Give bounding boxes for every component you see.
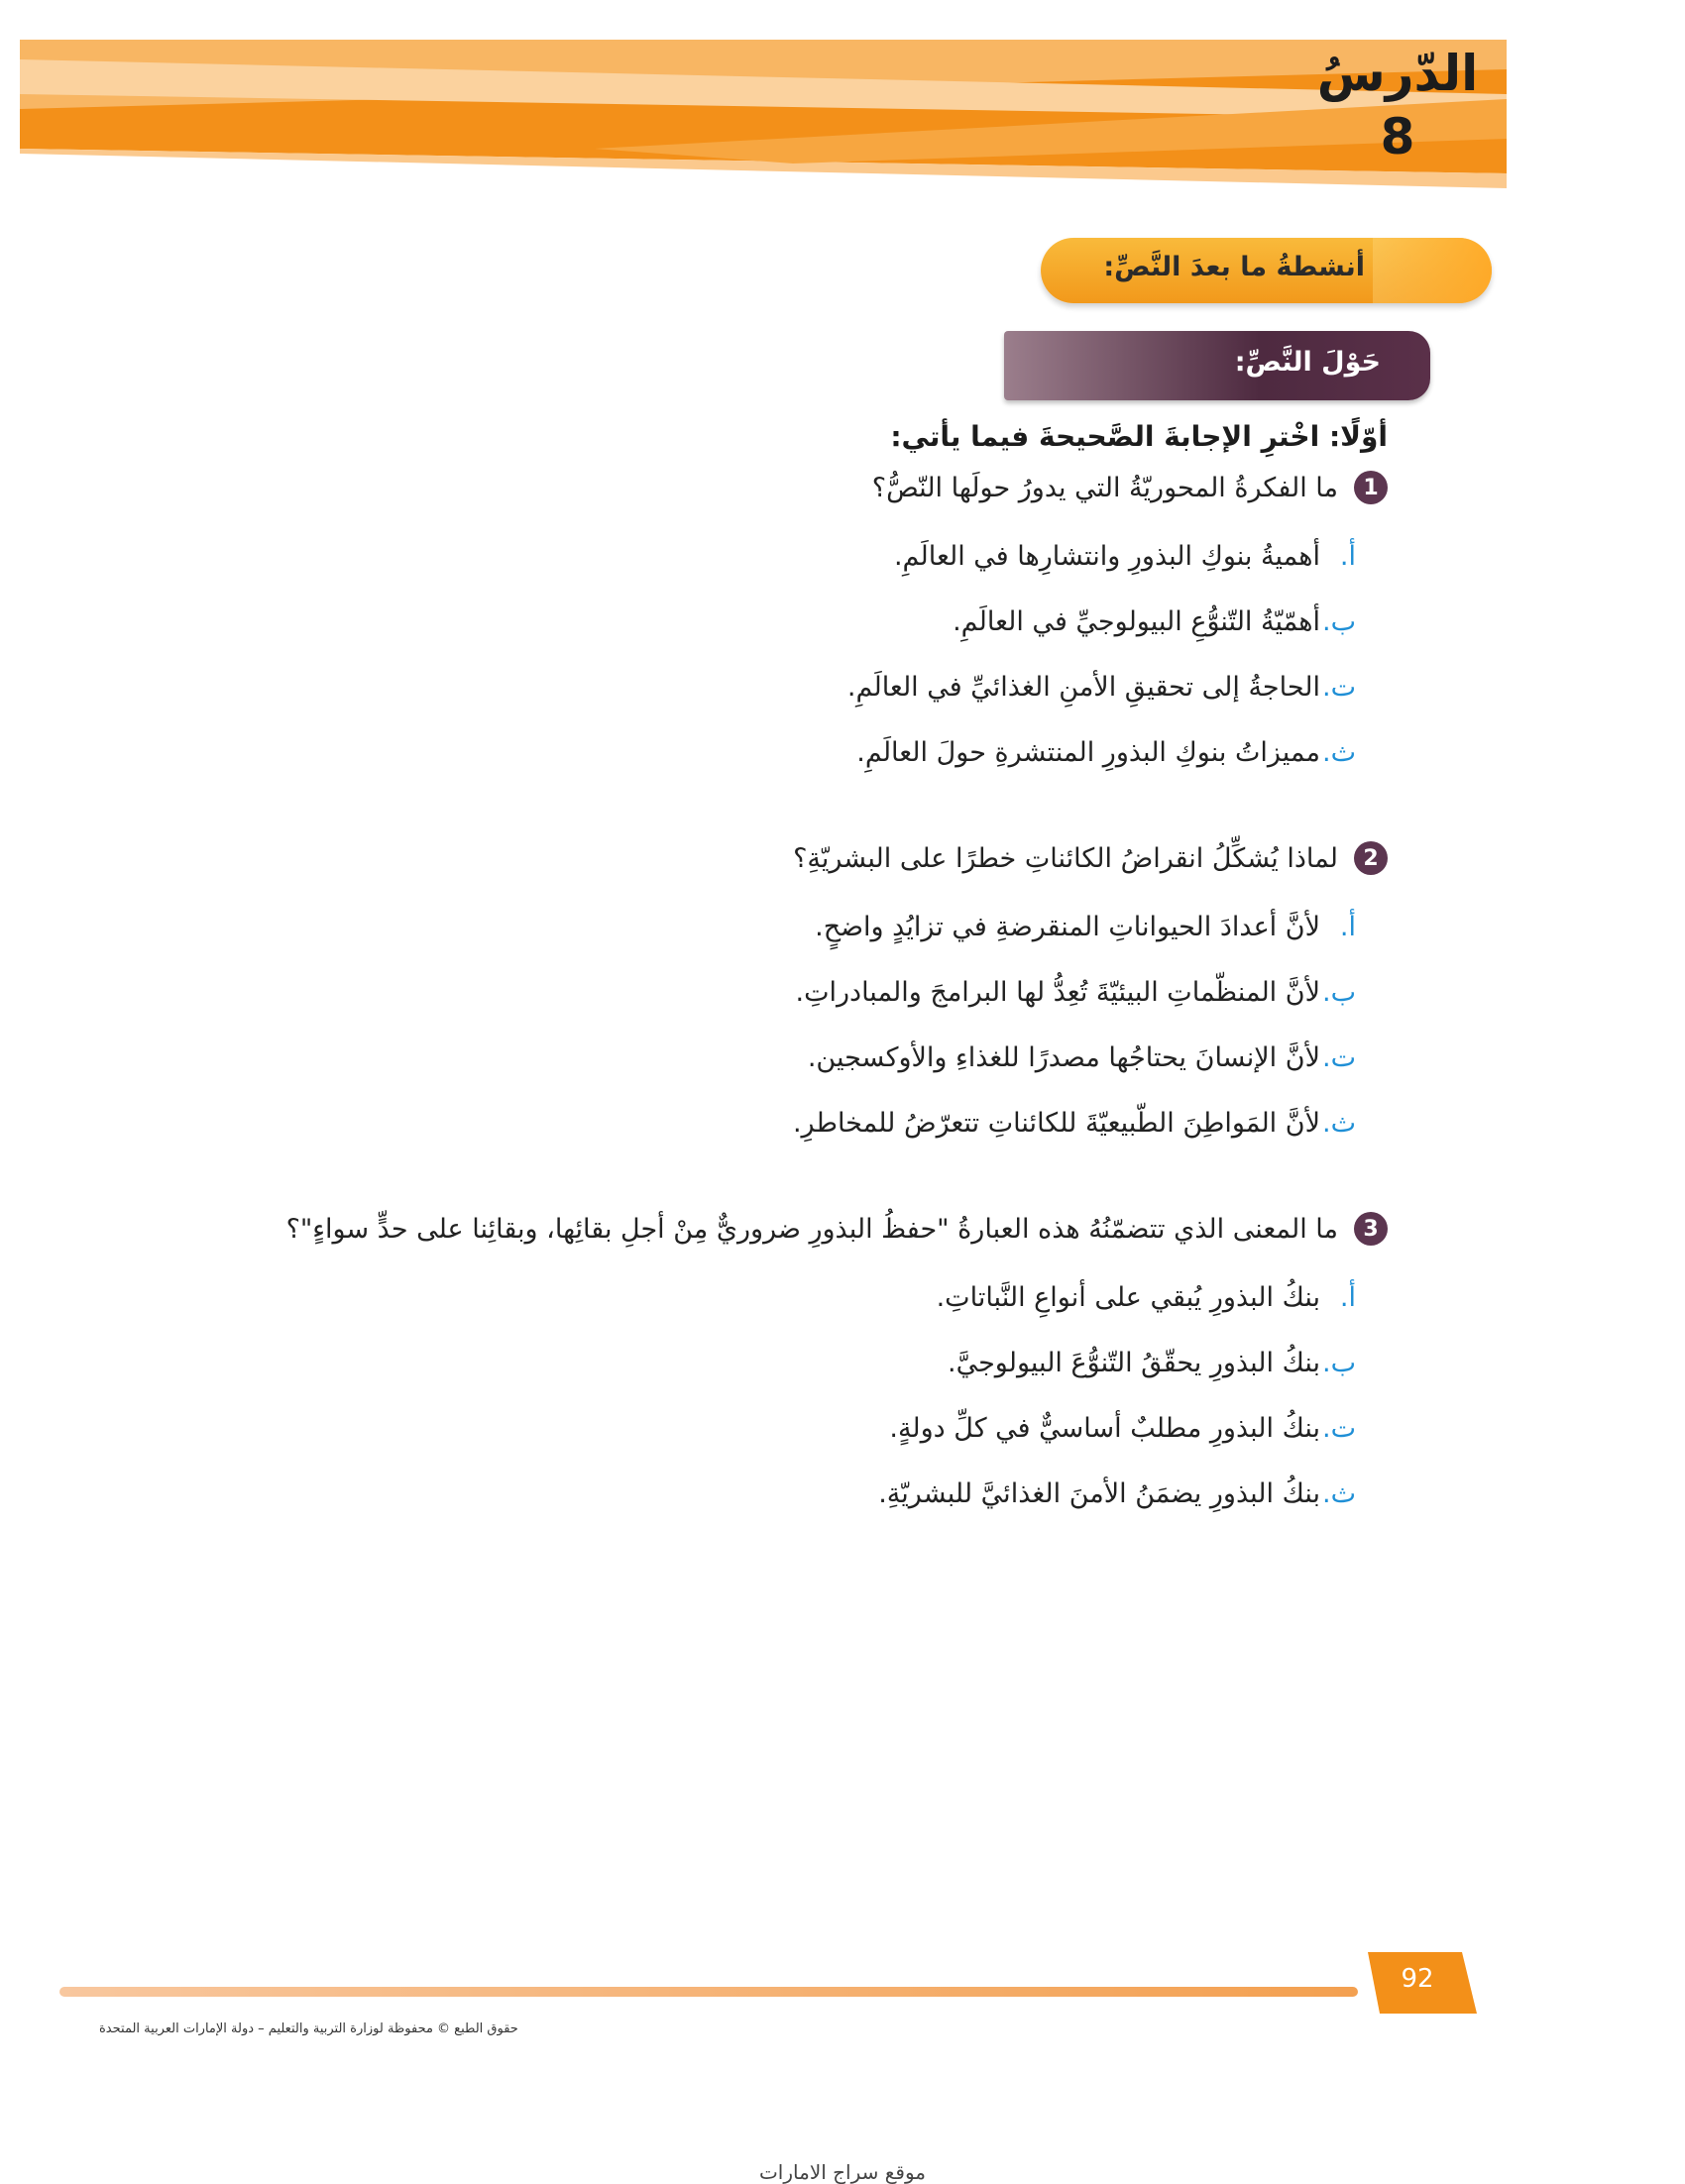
option-letter: أ. xyxy=(1339,541,1356,572)
option-text: مميزاتُ بنوكِ البذورِ المنتشرةِ حولَ العالَمِ. xyxy=(856,737,1320,768)
option-text: لأنَّ الإنسانَ يحتاجُها مصدرًا للغذاءِ والأوكسجين. xyxy=(807,1042,1320,1073)
instruction-text: أوّلًا: اخْترِ الإجابةَ الصَّحيحةَ فيما يأتي: xyxy=(890,420,1388,453)
page-number: 92 xyxy=(1401,1964,1434,1994)
copyright-notice: حقوق الطبع © محفوظة لوزارة التربية والتعليم – دولة الإمارات العربية المتحدة xyxy=(99,2021,518,2036)
option-letter: أ. xyxy=(1339,1282,1356,1313)
option-letter: ت. xyxy=(1321,1413,1356,1444)
question-number-badge: 3 xyxy=(1354,1212,1388,1246)
option-letter: ب. xyxy=(1321,606,1356,637)
options-list xyxy=(278,524,1388,786)
option-text: بنكُ البذورِ مطلبٌ أساسيٌّ في كلِّ دولةٍ. xyxy=(889,1413,1320,1444)
question-text: لماذا يُشكِّلُ انقراضُ الكائناتِ خطرًا على البشريّةِ؟ xyxy=(793,842,1338,874)
option-item[interactable] xyxy=(278,1091,1356,1156)
option-text: بنكُ البذورِ يُبقي على أنواعِ النَّباتاتِ. xyxy=(936,1282,1320,1313)
option-letter: ب. xyxy=(1321,977,1356,1008)
about-text-tab xyxy=(1004,331,1430,400)
option-letter: ث. xyxy=(1321,1478,1356,1509)
option-item[interactable] xyxy=(278,895,1356,960)
option-letter: ت. xyxy=(1321,672,1356,703)
option-item[interactable] xyxy=(278,590,1356,655)
question-block-3 xyxy=(278,1212,1388,1527)
question-block-2 xyxy=(278,841,1388,1156)
question-text: ما الفكرةُ المحوريّةُ التي يدورُ حولَها النّصُّ؟ xyxy=(871,472,1338,503)
subsection-label: حَوْلَ النَّصِّ: xyxy=(1234,347,1381,378)
option-item[interactable] xyxy=(278,960,1356,1026)
footer-bar xyxy=(59,1987,1358,1997)
option-item[interactable] xyxy=(278,1396,1356,1462)
question-number-badge: 2 xyxy=(1354,841,1388,875)
option-letter: ث. xyxy=(1321,1108,1356,1139)
lesson-heading xyxy=(1308,42,1487,168)
question-1 xyxy=(278,471,1388,504)
option-letter: ت. xyxy=(1321,1042,1356,1073)
lesson-word: الدّرسُ xyxy=(1316,45,1479,102)
option-item[interactable] xyxy=(278,1265,1356,1331)
option-text: الحاجةُ إلى تحقيقِ الأمنِ الغذائيِّ في العالَمِ. xyxy=(846,672,1320,703)
option-text: لأنَّ أعدادَ الحيواناتِ المنقرضةِ في تزايُدٍ واضحٍ. xyxy=(815,912,1320,942)
option-letter: ث. xyxy=(1321,737,1356,768)
option-text: أهميةُ بنوكِ البذورِ وانتشارِها في العالَمِ. xyxy=(893,541,1320,572)
option-item[interactable] xyxy=(278,720,1356,786)
option-item[interactable] xyxy=(278,1462,1356,1527)
option-item[interactable] xyxy=(278,524,1356,590)
question-text: ما المعنى الذي تتضمّنُهُ هذه العبارةُ "حفظُ البذورِ ضروريٌّ مِنْ أجلِ بقائِها، وبقائِنا على حدٍّ سواءٍ"؟ xyxy=(285,1213,1338,1245)
post-text-activities-header xyxy=(1041,238,1492,303)
section-label: أنشطةُ ما بعدَ النَّصِّ: xyxy=(1103,252,1365,282)
question-block-1 xyxy=(278,471,1388,786)
pill-accent xyxy=(1373,238,1492,303)
options-list xyxy=(278,895,1388,1156)
question-3 xyxy=(278,1212,1388,1246)
option-letter: ب. xyxy=(1321,1348,1356,1378)
option-item[interactable] xyxy=(278,1331,1356,1396)
option-item[interactable] xyxy=(278,1026,1356,1091)
option-text: بنكُ البذورِ يضمَنُ الأمنَ الغذائيَّ للبشريّةِ. xyxy=(878,1478,1320,1509)
question-2 xyxy=(278,841,1388,875)
question-number-badge: 1 xyxy=(1354,471,1388,504)
option-text: لأنَّ المنظّماتِ البيئيّةَ تُعِدُّ لها البرامجَ والمبادراتِ. xyxy=(795,977,1320,1008)
options-list xyxy=(278,1265,1388,1527)
option-letter: أ. xyxy=(1339,912,1356,942)
option-item[interactable] xyxy=(278,655,1356,720)
lesson-number: 8 xyxy=(1380,108,1415,165)
exercise-content xyxy=(278,420,1388,1583)
option-text: بنكُ البذورِ يحقّقُ التّنوُّعَ البيولوجيَّ. xyxy=(948,1348,1320,1378)
site-footer: موقع سراج الامارات xyxy=(758,2160,927,2184)
option-text: أهمّيّةُ التّنوُّعِ البيولوجيِّ في العالَمِ. xyxy=(953,606,1320,637)
option-text: لأنَّ المَواطِنَ الطّبيعيّةَ للكائناتِ تتعرّضُ للمخاطرِ. xyxy=(792,1108,1320,1139)
